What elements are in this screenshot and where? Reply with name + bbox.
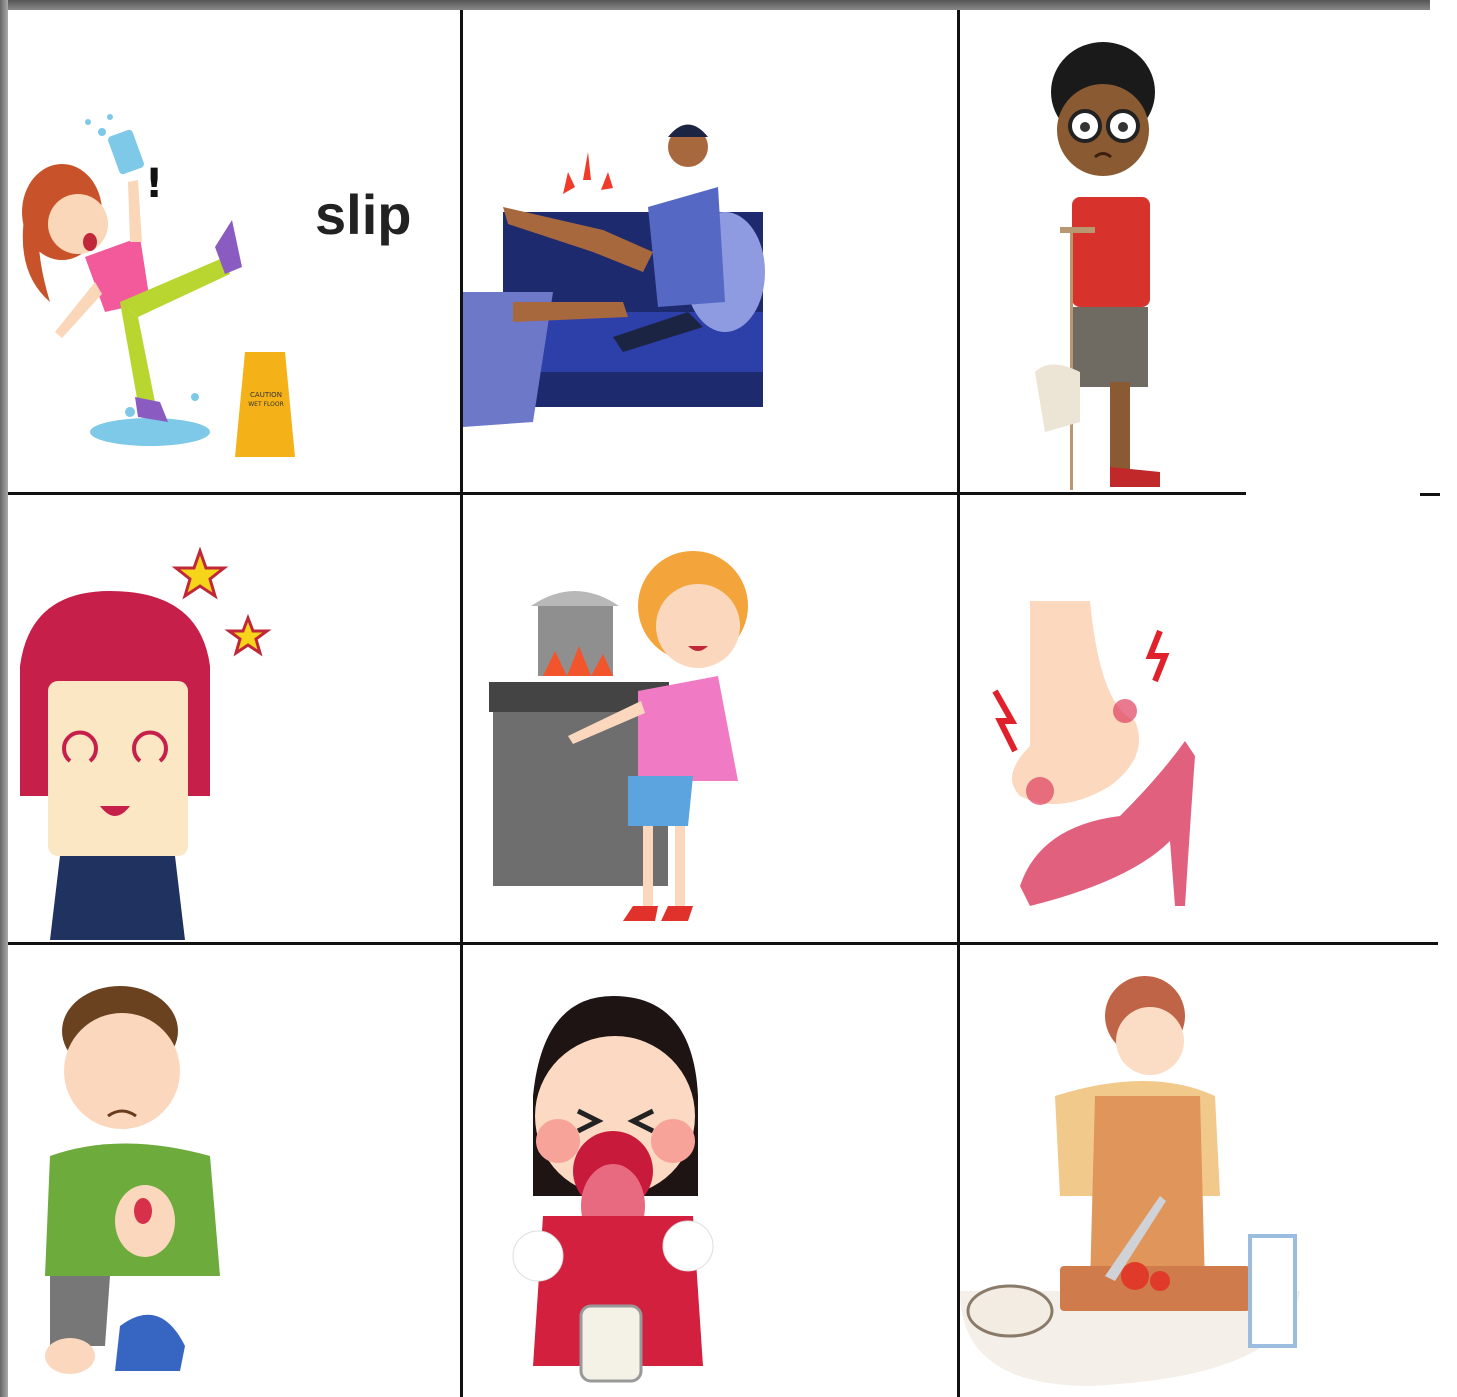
- cell-scraped-knee: [10, 946, 458, 1397]
- grid-line-h1: [8, 492, 1246, 495]
- dizzy-girl-icon: [10, 496, 458, 940]
- frame-left-edge: [0, 0, 8, 1397]
- foot-blister-high-heel-icon: [960, 496, 1430, 940]
- frame-top-edge: [0, 0, 1430, 10]
- word-slip: slip: [315, 183, 412, 246]
- girl-burned-tongue-icon: [463, 946, 955, 1397]
- cell-cut-finger: [960, 946, 1430, 1397]
- cell-dizzy: [10, 496, 458, 940]
- cell-blister: [960, 496, 1430, 940]
- man-holding-knee-icon: [463, 12, 955, 490]
- woman-cut-finger-icon: [960, 946, 1430, 1397]
- sign-wet-floor-text: WET FLOOR: [248, 401, 284, 408]
- cell-crutches: [960, 12, 1430, 490]
- sign-caution-text: CAUTION: [250, 391, 282, 399]
- cell-spicy: [463, 946, 955, 1397]
- svg-text:!: !: [145, 161, 164, 207]
- boy-scraped-knee-icon: [10, 946, 458, 1397]
- boy-with-crutches-icon: [960, 12, 1430, 490]
- slipping-girl-icon: [10, 12, 458, 490]
- cell-slip: [10, 12, 458, 490]
- cell-burn: [463, 496, 955, 940]
- cell-leg-pain: [463, 12, 955, 490]
- girl-burned-on-stove-icon: [463, 496, 955, 940]
- grid-line-h2: [8, 942, 1438, 945]
